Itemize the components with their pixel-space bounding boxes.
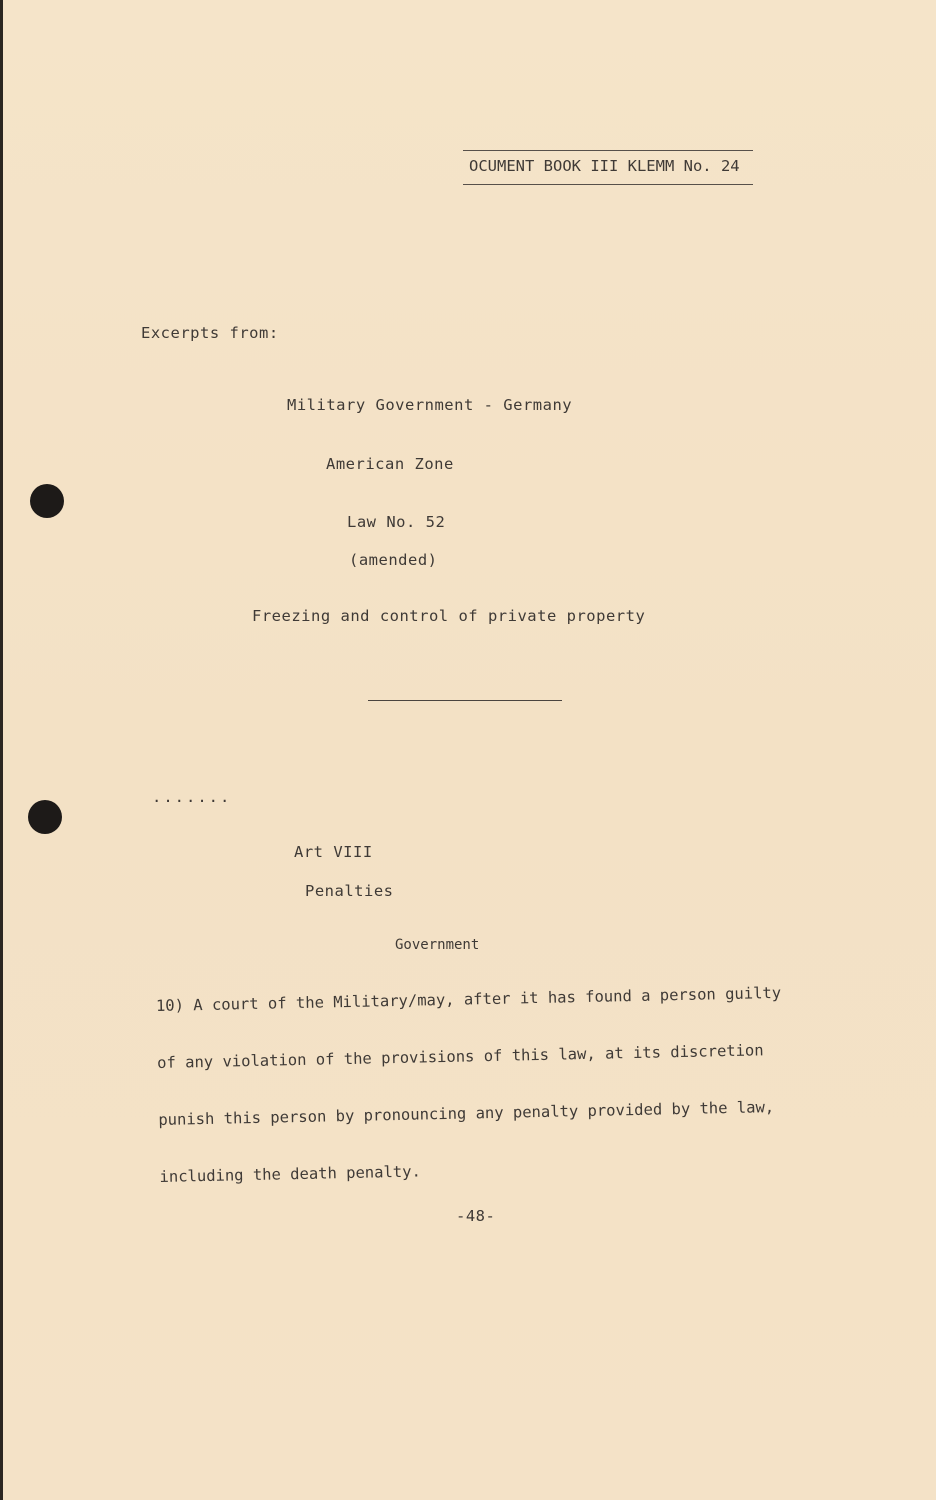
section-divider: [368, 700, 562, 701]
document-reference: OCUMENT BOOK III KLEMM No. 24: [469, 157, 740, 175]
paragraph-line: punish this person by pronouncing any penalty provided by the law,: [158, 1098, 775, 1129]
title-line-5: Freezing and control of private property: [252, 607, 646, 625]
header-rule-bottom: [463, 184, 753, 185]
ellipsis: .......: [152, 788, 232, 806]
article-paragraph: [155, 945, 810, 1225]
page-number: -48-: [456, 1207, 496, 1225]
paragraph-line: 10) A court of the Military/may, after it has found a person guilty: [155, 983, 782, 1015]
header-rule-top: [463, 150, 753, 151]
punch-hole-bottom: [28, 800, 62, 834]
title-line-2: American Zone: [326, 455, 454, 473]
intro-text: Excerpts from:: [141, 324, 279, 342]
page-edge: [0, 0, 3, 1500]
title-line-3: Law No. 52: [347, 513, 446, 531]
article-heading: Penalties: [305, 882, 394, 900]
paragraph-line: of any violation of the provisions of this law, at its discretion: [156, 1041, 764, 1072]
title-line-4: (amended): [349, 551, 438, 569]
interlinear-insertion: Government: [395, 937, 480, 953]
punch-hole-top: [30, 484, 64, 518]
title-line-1: Military Government - Germany: [287, 396, 573, 414]
paragraph-line: including the death penalty.: [159, 1162, 421, 1186]
article-number: Art VIII: [294, 843, 373, 861]
